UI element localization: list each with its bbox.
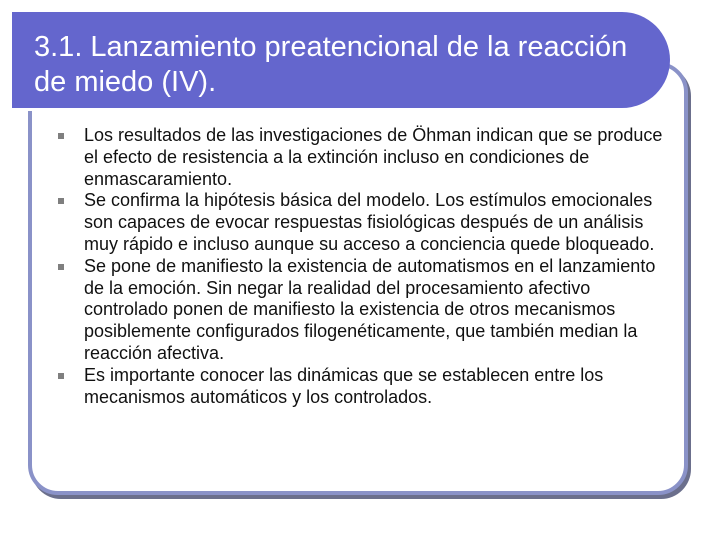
- bullet-item: [58, 125, 676, 190]
- bullet-text: Se pone de manifiesto la existencia de automatismos en el lanzamiento de la emoción. Sin negar la realidad del procesamiento afectivo controlado ponen de manifiesto la existencia de otros mecanismos posiblemente configurados filogenéticamente, que también median la reacción afectiva.: [84, 255, 656, 363]
- bullet-item: [58, 365, 676, 409]
- title-banner: [12, 12, 670, 108]
- square-bullet-icon: [58, 264, 64, 270]
- bullet-item: [58, 190, 676, 255]
- slide-title: 3.1. Lanzamiento preatencional de la reacción de miedo (IV).: [34, 31, 628, 98]
- square-bullet-icon: [58, 373, 64, 379]
- square-bullet-icon: [58, 198, 64, 204]
- bullet-item: [58, 256, 676, 365]
- bullet-list: [58, 125, 676, 408]
- bullet-text: Se confirma la hipótesis básica del modelo. Los estímulos emocionales son capaces de evocar respuestas fisiológicas después de un análisis muy rápido e incluso aunque su acceso a conciencia quede bloqueado.: [84, 190, 655, 254]
- bullet-text: Es importante conocer las dinámicas que se establecen entre los mecanismos automáticos y los controlados.: [84, 364, 604, 407]
- bullet-text: Los resultados de las investigaciones de Öhman indican que se produce el efecto de resistencia a la extinción incluso en condiciones de enmascaramiento.: [84, 125, 663, 189]
- square-bullet-icon: [58, 133, 64, 139]
- title-divider: [24, 108, 649, 111]
